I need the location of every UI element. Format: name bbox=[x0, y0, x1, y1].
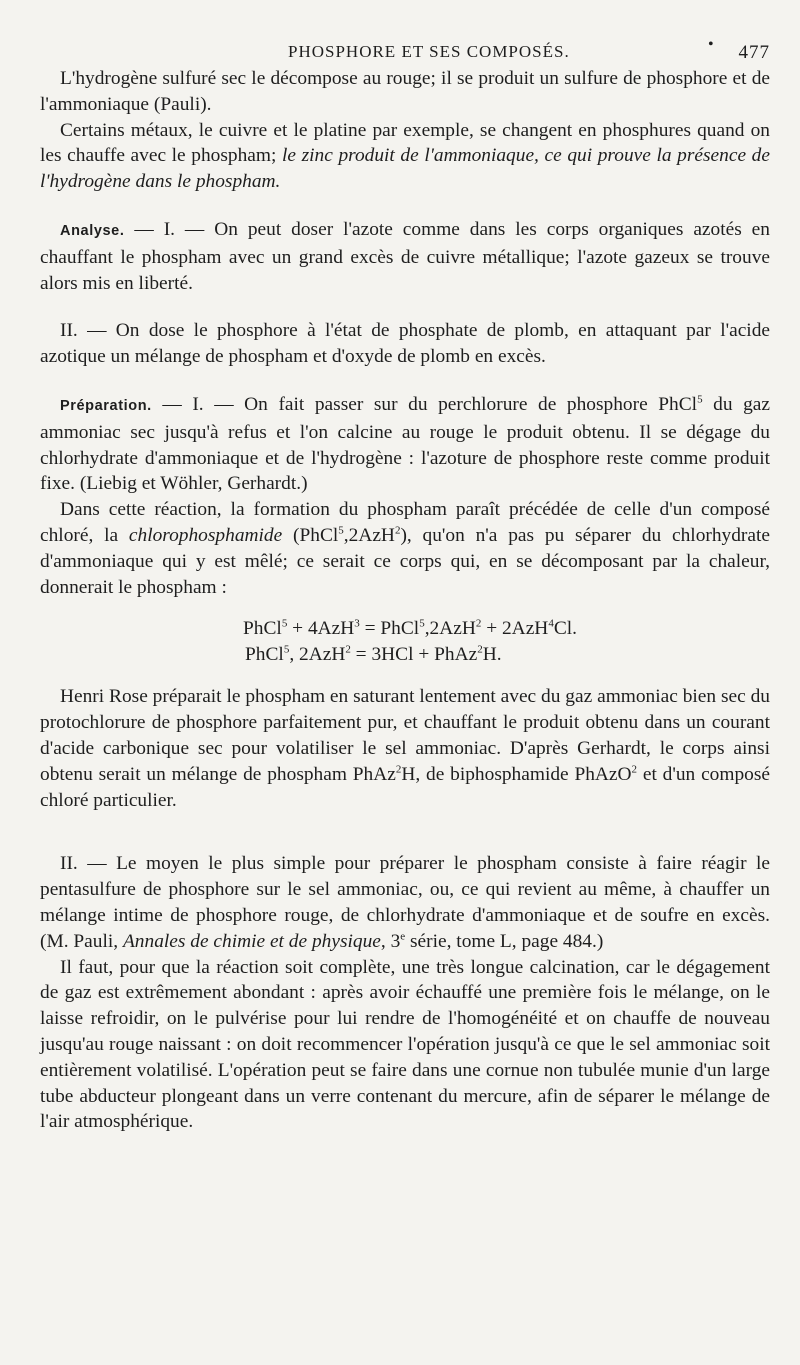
paragraph-analyse-i bbox=[40, 217, 770, 296]
text-span: — I. — On fait passer sur du perchlorure de phosphore PhCl bbox=[151, 393, 698, 415]
italic-text: chlorophosphamide bbox=[128, 524, 283, 546]
section-heading-analyse: Analyse. bbox=[60, 222, 125, 239]
eq-part: H. bbox=[482, 644, 502, 666]
paragraph-metaux bbox=[40, 118, 770, 195]
italic-text: le zinc produit de l'ammoniaque, ce qui prouve la présence de l'hydrogène dans le phospham. bbox=[40, 145, 770, 193]
paragraph-sulfure: L'hydrogène sulfuré sec le décompose au rouge; il se produit un sulfure de phosphore et de l'ammoniaque (Pauli). bbox=[40, 68, 770, 115]
text-span: (PhCl bbox=[282, 524, 339, 546]
eq-part: PhCl bbox=[243, 618, 282, 640]
header-mark: • bbox=[708, 36, 715, 53]
superscript: 2 bbox=[475, 617, 482, 630]
text-span: et d'un composé chloré particulier. bbox=[40, 763, 771, 811]
superscript: 3 bbox=[354, 617, 360, 630]
text-span: , 3 bbox=[380, 930, 401, 952]
superscript: 5 bbox=[283, 643, 290, 656]
superscript: 5 bbox=[281, 617, 288, 630]
superscript: 4 bbox=[548, 617, 554, 630]
superscript: 2 bbox=[394, 524, 401, 537]
paragraph-analyse-ii: II. — On dose le phosphore à l'état de phosphate de plomb, en attaquant par l'acide azotique un mélange de phospham et d'oxyde de plomb en excès. bbox=[40, 320, 770, 368]
section-heading-preparation: Préparation. bbox=[60, 397, 152, 414]
superscript: 2 bbox=[345, 643, 351, 656]
text-span: ), qu'on n'a pas pu séparer du chlorhydrate d'ammoniaque qui y est mêlé; ce serait ce corps qui, en se décomposant par la chaleur, donnerait le phospham : bbox=[40, 524, 770, 598]
text-span: H, de biphosphamide PhAzO bbox=[401, 763, 632, 785]
eq-part: ,2AzH bbox=[424, 618, 476, 640]
superscript: 5 bbox=[697, 393, 703, 406]
equation-2 bbox=[243, 642, 770, 668]
superscript: 2 bbox=[631, 763, 638, 776]
text-span: II. — Le moyen le plus simple pour préparer le phospham consiste à faire réagir le pentasulfure de phosphore sur le sel ammoniac, ou, ce qui revient au même, à chauffer un mélange intime de phosphore rouge, de chlorhydrate d'ammoniaque et de soufre en excès. (M. Pauli, bbox=[40, 853, 770, 952]
superscript: 5 bbox=[419, 617, 425, 630]
superscript: 5 bbox=[338, 524, 344, 537]
italic-text: Annales de chimie et de physique bbox=[122, 930, 381, 952]
eq-part: , 2AzH bbox=[289, 644, 346, 666]
running-header bbox=[40, 36, 770, 66]
eq-part: PhCl bbox=[245, 644, 284, 666]
eq-part: + 2AzH bbox=[481, 618, 549, 640]
equations bbox=[40, 616, 770, 668]
text-span: ,2AzH bbox=[343, 524, 395, 546]
paragraph-reaction bbox=[40, 497, 770, 600]
running-title: PHOSPHORE ET SES COMPOSÉS. bbox=[288, 42, 570, 61]
page bbox=[40, 36, 770, 1135]
text-span: Dans cette réaction, la formation du phospham paraît précédée de celle d'un composé chloré, la bbox=[40, 499, 770, 546]
superscript: e bbox=[400, 930, 406, 943]
superscript: 2 bbox=[477, 643, 483, 656]
paragraph-calcination: Il faut, pour que la réaction soit complète, une très longue calcination, car le dégagement de gaz est extrêmement abondant : après avoir échauffé une première fois le mélange, on le laisse refroidir, on le pulvérise pour lui rendre de l'homogénéité et on chauffe de nouveau jusqu'au rouge naissant : on doit recommencer l'opération jusqu'à ce que le sel ammoniac soit entièrement volatilisé. L'opération peut se faire dans une cornue non tubulée munie d'un large tube abducteur plongeant dans un verre contenant du mercure, afin de séparer le mélange de l'air atmosphérique. bbox=[40, 956, 770, 1133]
superscript: 2 bbox=[395, 763, 402, 776]
text-span: Henri Rose préparait le phospham en saturant lentement avec du gaz ammoniac bien sec du protochlorure de phosphore parfaitement pur, et chauffant le produit obtenu dans un courant d'acide carbonique sec pour volatiliser le sel ammoniac. D'après Gerhardt, le corps ainsi obtenu serait un mélange de phospham PhAz bbox=[40, 686, 770, 785]
page-number: 477 bbox=[738, 42, 770, 63]
text-span: — I. — On peut doser l'azote comme dans les corps organiques azotés en chauffant le phospham avec un grand excès de cuivre métallique; l'azote gazeux se trouve alors mis en liberté. bbox=[40, 218, 770, 294]
eq-part: = PhCl bbox=[359, 618, 420, 640]
text-span: Certains métaux, le cuivre et le platine par exemple, se changent en phosphures quand on les chauffe avec le phospham; bbox=[40, 119, 770, 167]
equation-1 bbox=[243, 616, 770, 642]
paragraph-preparation-i bbox=[40, 392, 770, 497]
eq-part: + 4AzH bbox=[287, 618, 355, 640]
eq-part: Cl. bbox=[553, 618, 577, 640]
text-span: du gaz ammoniac sec jusqu'à refus et l'on calcine au rouge le produit obtenu. Il se dégage du chlorhydrate d'ammoniaque et de l'hydrogène : l'azoture de phosphore reste comme produit fixe. (Liebig et Wöhler, Gerhardt.) bbox=[40, 393, 770, 495]
eq-part: = 3HCl + PhAz bbox=[350, 644, 478, 666]
paragraph-rose bbox=[40, 684, 770, 813]
paragraph-preparation-ii bbox=[40, 851, 770, 954]
text-span: série, tome L, page 484.) bbox=[405, 930, 604, 952]
